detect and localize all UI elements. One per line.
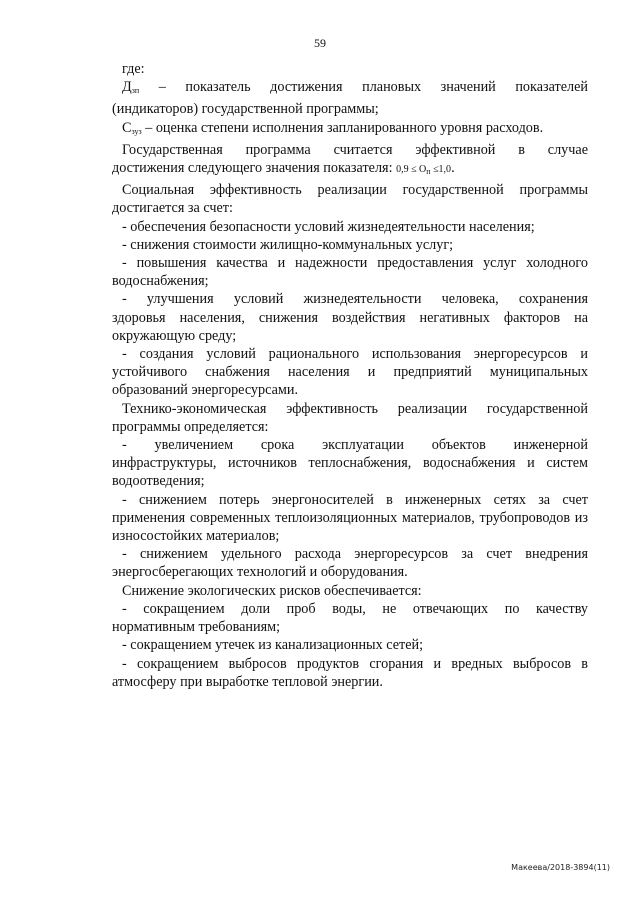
text-losses-line2: применения современных теплоизоляционных материалов, трубопроводов из xyxy=(112,509,588,526)
symbol-d-subscript: зп xyxy=(131,86,140,96)
list-item-consumption xyxy=(118,545,588,563)
list-item-energy-cont2 xyxy=(112,381,588,399)
text-ecology: Снижение экологических рисков обеспечивается: xyxy=(122,582,422,599)
text-emissions-line1: - сокращением выбросов продуктов сгорания и вредных выбросов в xyxy=(122,655,588,672)
paragraph-social xyxy=(118,181,588,199)
list-item-energy xyxy=(118,345,588,363)
list-item-living-cont2 xyxy=(112,327,588,345)
text-living-line2: здоровья населения, снижения воздействия негативных факторов на xyxy=(112,309,588,326)
list-item-quality-cont xyxy=(112,272,588,290)
list-item-living-cont xyxy=(112,309,588,327)
list-item-emissions-cont xyxy=(112,673,588,691)
formula-right: ≤1,0 xyxy=(430,164,452,176)
paragraph-where xyxy=(118,60,588,78)
text-losses-line1: - снижением потерь энергоносителей в инженерных сетях за счет xyxy=(122,491,588,508)
list-item-lifetime-cont xyxy=(112,454,588,472)
list-item-losses-cont xyxy=(112,509,588,527)
paragraph-social-cont xyxy=(112,199,588,217)
list-item-lifetime xyxy=(118,436,588,454)
text-cost: - снижения стоимости жилищно-коммунальных услуг; xyxy=(122,236,454,253)
text-water-line2: нормативным требованиям; xyxy=(112,619,281,636)
list-item-water xyxy=(118,600,588,618)
paragraph-gp-effective-cont xyxy=(112,159,588,181)
text-where: где: xyxy=(122,61,145,77)
text-gp-line2: достижения следующего значения показателя: xyxy=(112,160,397,177)
text-quality-line1: - повышения качества и надежности предоставления услуг холодного xyxy=(122,255,588,272)
symbol-s-subscript: зуз xyxy=(131,126,142,136)
text-lifetime-line3: водоотведения; xyxy=(112,473,205,490)
paragraph-ecology xyxy=(118,582,588,600)
text-quality-line2: водоснабжения; xyxy=(112,273,209,290)
page-number: 59 xyxy=(314,36,326,50)
list-item-consumption-cont xyxy=(112,563,588,581)
formula-subscript: п xyxy=(426,167,431,177)
formula-left: 0,9 ≤ О xyxy=(396,164,427,176)
text-gp-end: . xyxy=(451,160,455,177)
symbol-d: Д xyxy=(122,79,132,96)
text-water-line1: - сокращением доли проб воды, не отвечающих по качеству xyxy=(122,600,588,617)
paragraph-dzp-cont xyxy=(112,100,588,118)
text-szuz: – оценка степени исполнения запланированного уровня расходов. xyxy=(141,119,544,136)
list-item-losses xyxy=(118,491,588,509)
document-footer-code: Макеева/2018-3894(11) xyxy=(511,863,610,872)
text-emissions-line2: атмосферу при выработке тепловой энергии. xyxy=(112,673,383,690)
text-social-line2: достигается за счет: xyxy=(112,200,233,217)
symbol-s: С xyxy=(122,119,132,136)
text-consumption-line1: - снижением удельного расхода энергоресурсов за счет внедрения xyxy=(122,546,588,563)
formula-inequality xyxy=(396,164,451,175)
paragraph-szuz xyxy=(118,119,588,141)
paragraph-gp-effective xyxy=(118,141,588,159)
text-safety: - обеспечения безопасности условий жизнедеятельности населения; xyxy=(122,218,535,235)
list-item-energy-cont xyxy=(112,363,588,381)
list-item-leaks xyxy=(118,636,588,654)
text-lifetime-line2: инфраструктуры, источников теплоснабжения, водоснабжения и систем xyxy=(112,455,588,472)
list-item-lifetime-cont2 xyxy=(112,472,588,490)
text-technical-line2: программы определяется: xyxy=(112,418,269,435)
paragraph-dzp xyxy=(118,78,588,100)
text-technical-line1: Технико-экономическая эффективность реализации государственной xyxy=(122,400,588,417)
text-energy-line3: образований энергоресурсами. xyxy=(112,382,299,399)
list-item-living xyxy=(118,290,588,308)
document-body xyxy=(112,60,588,691)
text-social-line1: Социальная эффективность реализации государственной программы xyxy=(122,182,588,199)
list-item-emissions xyxy=(118,655,588,673)
list-item-water-cont xyxy=(112,618,588,636)
text-gp-line1: Государственная программа считается эффективной в случае xyxy=(122,141,588,158)
text-consumption-line2: энергосберегающих технологий и оборудования. xyxy=(112,564,408,581)
paragraph-technical xyxy=(118,400,588,418)
text-dzp-line1: – показатель достижения плановых значений показателей xyxy=(139,79,588,96)
text-leaks: - сокращением утечек из канализационных сетей; xyxy=(122,637,424,654)
list-item-losses-cont2 xyxy=(112,527,588,545)
text-lifetime-line1: - увеличением срока эксплуатации объектов инженерной xyxy=(122,437,588,454)
list-item-quality xyxy=(118,254,588,272)
text-dzp-line2: (индикаторов) государственной программы; xyxy=(112,101,379,118)
text-energy-line2: устойчивого снабжения населения и предприятий муниципальных xyxy=(112,364,588,381)
list-item-safety xyxy=(118,218,588,236)
paragraph-technical-cont xyxy=(112,418,588,436)
text-living-line3: окружающую среду; xyxy=(112,327,237,344)
text-energy-line1: - создания условий рационального использования энергоресурсов и xyxy=(122,346,588,363)
text-living-line1: - улучшения условий жизнедеятельности человека, сохранения xyxy=(122,291,588,308)
list-item-cost xyxy=(118,236,588,254)
text-losses-line3: износостойких материалов; xyxy=(112,528,280,545)
